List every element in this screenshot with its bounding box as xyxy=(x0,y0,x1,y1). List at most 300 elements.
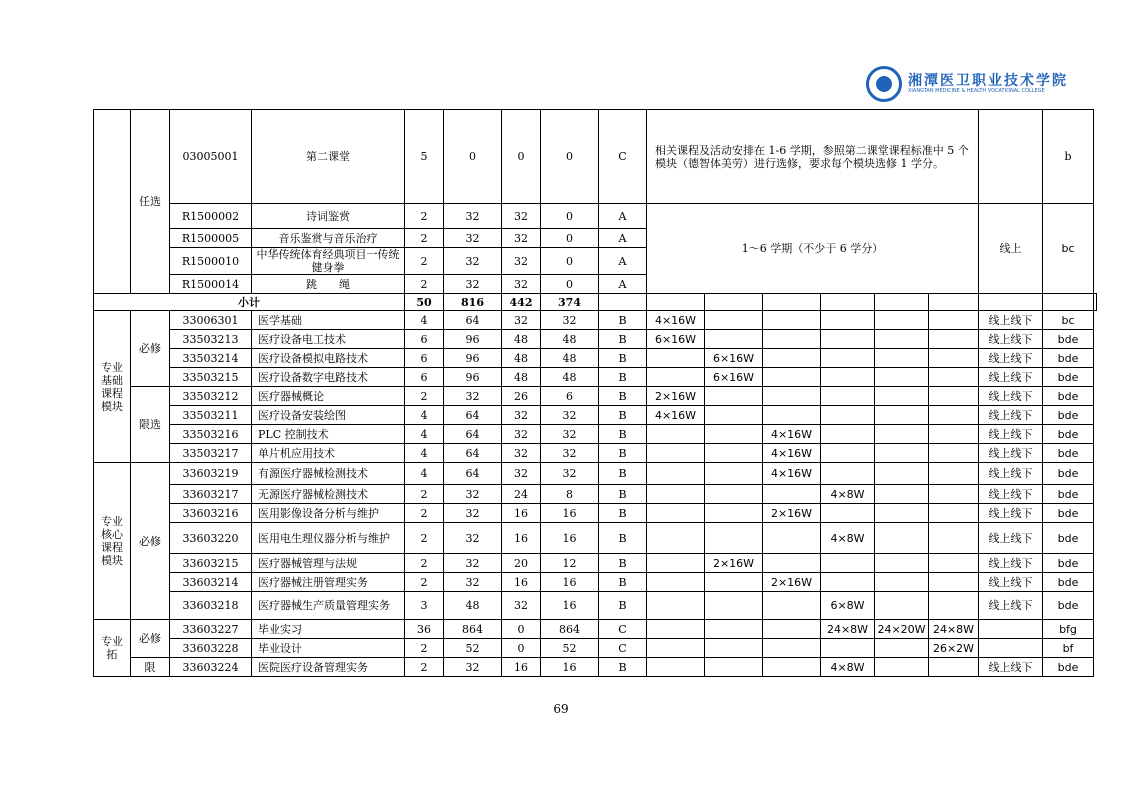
table-row xyxy=(94,311,1097,330)
semester-s2 xyxy=(705,406,763,425)
subtotal-practice: 374 xyxy=(541,294,599,311)
course-mode: 线上线下 xyxy=(979,504,1043,523)
semester-s1 xyxy=(647,620,705,639)
course-name: 医疗器械生产质量管理实务 xyxy=(252,592,405,620)
semester-s3 xyxy=(763,639,821,658)
semester-s3: 4×16W xyxy=(763,425,821,444)
semester-s4: 4×8W xyxy=(821,523,875,554)
course-name: 医学基础 xyxy=(252,311,405,330)
course-exam: B xyxy=(599,658,647,677)
college-english-name: XIANGTAN MEDICINE & HEALTH VOCATIONAL COLLEGE xyxy=(908,88,1045,94)
semester-s3 xyxy=(763,311,821,330)
course-code: 33603228 xyxy=(170,639,252,658)
course-mode xyxy=(979,110,1043,204)
semester-s2 xyxy=(705,620,763,639)
semester-s5 xyxy=(875,311,929,330)
semester-s4 xyxy=(821,349,875,368)
course-code: 33503212 xyxy=(170,387,252,406)
subtotal-empty xyxy=(763,294,821,311)
semester-s2: 2×16W xyxy=(705,554,763,573)
semester-s1: 4×16W xyxy=(647,406,705,425)
semester-s2: 6×16W xyxy=(705,349,763,368)
course-theory: 24 xyxy=(502,485,541,504)
course-code: 33603227 xyxy=(170,620,252,639)
course-exam: C xyxy=(599,639,647,658)
semester-s2 xyxy=(705,387,763,406)
semester-s5 xyxy=(875,425,929,444)
course-hours: 32 xyxy=(444,229,502,248)
course-remark: bde xyxy=(1043,368,1094,387)
semester-s3 xyxy=(763,406,821,425)
course-remark: bf xyxy=(1043,639,1094,658)
course-mode: 线上线下 xyxy=(979,311,1043,330)
course-credit: 6 xyxy=(405,368,444,387)
semester-s2 xyxy=(705,463,763,485)
course-name: 医院医疗设备管理实务 xyxy=(252,658,405,677)
course-name: 医疗设备安装绘图 xyxy=(252,406,405,425)
course-exam: C xyxy=(599,620,647,639)
course-theory: 32 xyxy=(502,425,541,444)
course-mode: 线上线下 xyxy=(979,330,1043,349)
course-theory: 16 xyxy=(502,504,541,523)
semester-s6 xyxy=(929,554,979,573)
subtotal-empty xyxy=(1094,294,1097,311)
semester-s1 xyxy=(647,425,705,444)
subtotal-hours: 816 xyxy=(444,294,502,311)
course-code: R1500005 xyxy=(170,229,252,248)
table-row xyxy=(94,573,1097,592)
course-hours: 32 xyxy=(444,248,502,275)
subtotal-empty xyxy=(599,294,647,311)
semester-s1 xyxy=(647,368,705,387)
semester-s2 xyxy=(705,444,763,463)
course-exam: B xyxy=(599,387,647,406)
course-name: 无源医疗器械检测技术 xyxy=(252,485,405,504)
course-practice: 16 xyxy=(541,573,599,592)
curriculum-table xyxy=(93,109,1097,677)
course-exam: B xyxy=(599,444,647,463)
semester-s5 xyxy=(875,504,929,523)
course-name: 诗词鉴赏 xyxy=(252,204,405,229)
table-row xyxy=(94,485,1097,504)
course-name: 中华传统体育经典项目一传统健身拳 xyxy=(252,248,405,275)
course-hours: 96 xyxy=(444,368,502,387)
table-row xyxy=(94,294,1097,311)
course-exam: A xyxy=(599,248,647,275)
course-practice: 16 xyxy=(541,523,599,554)
course-code: 33503216 xyxy=(170,425,252,444)
course-theory: 26 xyxy=(502,387,541,406)
subtotal-empty xyxy=(875,294,929,311)
course-theory: 16 xyxy=(502,573,541,592)
course-credit: 2 xyxy=(405,658,444,677)
semester-s2 xyxy=(705,425,763,444)
table-row xyxy=(94,444,1097,463)
course-practice: 8 xyxy=(541,485,599,504)
semester-s4 xyxy=(821,504,875,523)
table-row xyxy=(94,554,1097,573)
semester-s5 xyxy=(875,368,929,387)
course-theory: 32 xyxy=(502,444,541,463)
table-row xyxy=(94,110,1097,204)
semester-s4: 4×8W xyxy=(821,658,875,677)
course-name: 单片机应用技术 xyxy=(252,444,405,463)
course-name: 音乐鉴赏与音乐治疗 xyxy=(252,229,405,248)
course-code: R1500014 xyxy=(170,275,252,294)
table-row xyxy=(94,504,1097,523)
subtotal-empty xyxy=(647,294,705,311)
course-code: 33503215 xyxy=(170,368,252,387)
course-hours: 96 xyxy=(444,330,502,349)
semester-s3 xyxy=(763,485,821,504)
course-theory: 48 xyxy=(502,349,541,368)
course-hours: 64 xyxy=(444,463,502,485)
course-practice: 6 xyxy=(541,387,599,406)
semester-s6 xyxy=(929,463,979,485)
semester-s4: 6×8W xyxy=(821,592,875,620)
course-theory: 32 xyxy=(502,311,541,330)
course-credit: 2 xyxy=(405,275,444,294)
course-code: 33603214 xyxy=(170,573,252,592)
course-name: 医用影像设备分析与维护 xyxy=(252,504,405,523)
course-hours: 64 xyxy=(444,406,502,425)
course-hours: 32 xyxy=(444,504,502,523)
course-practice: 0 xyxy=(541,204,599,229)
semester-s6 xyxy=(929,523,979,554)
course-exam: A xyxy=(599,204,647,229)
course-theory: 32 xyxy=(502,592,541,620)
course-mode xyxy=(979,639,1043,658)
course-name: 医疗器械管理与法规 xyxy=(252,554,405,573)
core-required-label: 必修 xyxy=(131,463,170,620)
semester-s2 xyxy=(705,573,763,592)
semester-s2 xyxy=(705,311,763,330)
course-hours: 32 xyxy=(444,204,502,229)
course-hours: 48 xyxy=(444,592,502,620)
course-credit: 36 xyxy=(405,620,444,639)
course-remark: bde xyxy=(1043,463,1094,485)
semester-s5 xyxy=(875,573,929,592)
table-row xyxy=(94,349,1097,368)
subtotal-credit: 50 xyxy=(405,294,444,311)
course-code: 33603216 xyxy=(170,504,252,523)
course-name: 有源医疗器械检测技术 xyxy=(252,463,405,485)
course-mode: 线上线下 xyxy=(979,658,1043,677)
course-name: 医疗设备数字电路技术 xyxy=(252,368,405,387)
semester-s1: 6×16W xyxy=(647,330,705,349)
subtotal-empty xyxy=(821,294,875,311)
course-mode: 线上线下 xyxy=(979,592,1043,620)
course-credit: 2 xyxy=(405,387,444,406)
semester-s6 xyxy=(929,330,979,349)
semester-s6 xyxy=(929,658,979,677)
course-hours: 64 xyxy=(444,311,502,330)
semester-s3 xyxy=(763,368,821,387)
semester-s4 xyxy=(821,463,875,485)
semester-s5 xyxy=(875,554,929,573)
course-credit: 4 xyxy=(405,444,444,463)
semester-s6 xyxy=(929,387,979,406)
course-credit: 3 xyxy=(405,592,444,620)
course-name: 第二课堂 xyxy=(252,110,405,204)
course-code: 33603215 xyxy=(170,554,252,573)
semester-s5 xyxy=(875,330,929,349)
course-code: 33603219 xyxy=(170,463,252,485)
course-mode: 线上线下 xyxy=(979,425,1043,444)
course-theory: 48 xyxy=(502,368,541,387)
course-exam: B xyxy=(599,368,647,387)
subtotal-theory: 442 xyxy=(502,294,541,311)
semester-s2: 6×16W xyxy=(705,368,763,387)
semester-s2 xyxy=(705,658,763,677)
course-credit: 6 xyxy=(405,330,444,349)
basic-limited-label: 限选 xyxy=(131,387,170,463)
course-exam: B xyxy=(599,554,647,573)
course-exam: B xyxy=(599,330,647,349)
semester-s6 xyxy=(929,349,979,368)
course-remark: bde xyxy=(1043,406,1094,425)
course-hours: 64 xyxy=(444,444,502,463)
course-exam: A xyxy=(599,275,647,294)
subtotal-label: 小计 xyxy=(94,294,405,311)
semester-s1 xyxy=(647,573,705,592)
course-exam: B xyxy=(599,504,647,523)
course-remark: bde xyxy=(1043,523,1094,554)
table-row xyxy=(94,620,1097,639)
course-theory: 16 xyxy=(502,523,541,554)
course-remark: bde xyxy=(1043,330,1094,349)
elective-semester-note: 1～6 学期（不少于 6 学分） xyxy=(647,204,979,294)
semester-s5 xyxy=(875,485,929,504)
course-remark: bde xyxy=(1043,573,1094,592)
college-logo xyxy=(866,66,1068,104)
course-mode: 线上线下 xyxy=(979,485,1043,504)
course-remark: bde xyxy=(1043,554,1094,573)
table-row xyxy=(94,592,1097,620)
semester-s6 xyxy=(929,406,979,425)
course-exam: B xyxy=(599,523,647,554)
course-theory: 0 xyxy=(502,110,541,204)
course-exam: B xyxy=(599,406,647,425)
semester-s1 xyxy=(647,554,705,573)
semester-s2 xyxy=(705,592,763,620)
semester-s4 xyxy=(821,554,875,573)
semester-s5 xyxy=(875,387,929,406)
semester-s5 xyxy=(875,406,929,425)
semester-s3: 4×16W xyxy=(763,444,821,463)
course-practice: 32 xyxy=(541,463,599,485)
course-code: 33503214 xyxy=(170,349,252,368)
course-hours: 32 xyxy=(444,387,502,406)
semester-s2 xyxy=(705,504,763,523)
course-mode: 线上线下 xyxy=(979,406,1043,425)
course-theory: 32 xyxy=(502,275,541,294)
course-theory: 32 xyxy=(502,248,541,275)
course-mode: 线上线下 xyxy=(979,554,1043,573)
course-theory: 32 xyxy=(502,463,541,485)
course-mode: 线上线下 xyxy=(979,573,1043,592)
semester-s1 xyxy=(647,639,705,658)
subtotal-empty xyxy=(929,294,979,311)
course-hours: 32 xyxy=(444,573,502,592)
course-practice: 48 xyxy=(541,349,599,368)
course-practice: 0 xyxy=(541,248,599,275)
course-credit: 2 xyxy=(405,248,444,275)
course-code: 33603217 xyxy=(170,485,252,504)
table-row xyxy=(94,387,1097,406)
course-practice: 16 xyxy=(541,658,599,677)
course-remark: bde xyxy=(1043,504,1094,523)
course-name: 跳 绳 xyxy=(252,275,405,294)
semester-s6 xyxy=(929,592,979,620)
semester-s6 xyxy=(929,485,979,504)
course-credit: 4 xyxy=(405,311,444,330)
semester-s6 xyxy=(929,311,979,330)
semester-s2 xyxy=(705,523,763,554)
course-credit: 4 xyxy=(405,425,444,444)
semester-s5 xyxy=(875,592,929,620)
semester-s5 xyxy=(875,463,929,485)
course-hours: 864 xyxy=(444,620,502,639)
course-hours: 64 xyxy=(444,425,502,444)
college-emblem-icon xyxy=(866,66,902,102)
course-remark: b xyxy=(1043,110,1094,204)
semester-s4 xyxy=(821,406,875,425)
course-exam: B xyxy=(599,311,647,330)
course-code: 33603224 xyxy=(170,658,252,677)
course-remark: bde xyxy=(1043,658,1094,677)
course-credit: 4 xyxy=(405,406,444,425)
course-practice: 0 xyxy=(541,110,599,204)
semester-s1 xyxy=(647,504,705,523)
course-hours: 52 xyxy=(444,639,502,658)
semester-s2 xyxy=(705,330,763,349)
course-code: 33603220 xyxy=(170,523,252,554)
course-exam: B xyxy=(599,485,647,504)
semester-s6: 24×8W xyxy=(929,620,979,639)
semester-s1 xyxy=(647,485,705,504)
semester-s3 xyxy=(763,592,821,620)
course-practice: 32 xyxy=(541,444,599,463)
table-row xyxy=(94,639,1097,658)
course-exam: A xyxy=(599,229,647,248)
course-name: 医疗器械注册管理实务 xyxy=(252,573,405,592)
course-name: 医疗设备模拟电路技术 xyxy=(252,349,405,368)
course-hours: 32 xyxy=(444,658,502,677)
course-name: 毕业设计 xyxy=(252,639,405,658)
subtotal-empty xyxy=(979,294,1043,311)
course-credit: 2 xyxy=(405,639,444,658)
semester-s4: 24×8W xyxy=(821,620,875,639)
course-exam: C xyxy=(599,110,647,204)
semester-s3 xyxy=(763,349,821,368)
college-name: 湘潭医卫职业技术学院 xyxy=(908,73,1068,89)
semester-s1: 2×16W xyxy=(647,387,705,406)
course-practice: 12 xyxy=(541,554,599,573)
course-credit: 2 xyxy=(405,485,444,504)
course-hours: 32 xyxy=(444,554,502,573)
module-cell-top xyxy=(94,110,131,294)
course-remark: bde xyxy=(1043,592,1094,620)
semester-s5 xyxy=(875,658,929,677)
semester-s6 xyxy=(929,504,979,523)
subtotal-empty xyxy=(705,294,763,311)
semester-s3: 2×16W xyxy=(763,504,821,523)
semester-s4 xyxy=(821,639,875,658)
semester-s5 xyxy=(875,349,929,368)
semester-s4 xyxy=(821,368,875,387)
course-code: R1500002 xyxy=(170,204,252,229)
course-credit: 2 xyxy=(405,573,444,592)
course-theory: 32 xyxy=(502,204,541,229)
course-code: 33503211 xyxy=(170,406,252,425)
semester-s3 xyxy=(763,330,821,349)
course-theory: 16 xyxy=(502,658,541,677)
course-exam: B xyxy=(599,592,647,620)
core-module-label: 专业核心课程模块 xyxy=(94,463,131,620)
course-exam: B xyxy=(599,425,647,444)
course-hours: 32 xyxy=(444,485,502,504)
course-credit: 2 xyxy=(405,554,444,573)
course-remark: bde xyxy=(1043,349,1094,368)
semester-s1 xyxy=(647,463,705,485)
course-name: 毕业实习 xyxy=(252,620,405,639)
semester-s4 xyxy=(821,330,875,349)
basic-module-label: 专业基础课程模块 xyxy=(94,311,131,463)
semester-s4 xyxy=(821,444,875,463)
table-row xyxy=(94,523,1097,554)
table-row xyxy=(94,658,1097,677)
semester-s1 xyxy=(647,444,705,463)
semester-s4 xyxy=(821,387,875,406)
course-credit: 4 xyxy=(405,463,444,485)
semester-s3 xyxy=(763,387,821,406)
table-row xyxy=(94,425,1097,444)
course-practice: 52 xyxy=(541,639,599,658)
course-remark: bde xyxy=(1043,425,1094,444)
course-name: 医疗器械概论 xyxy=(252,387,405,406)
course-theory: 32 xyxy=(502,229,541,248)
course-credit: 2 xyxy=(405,523,444,554)
semester-s5 xyxy=(875,444,929,463)
course-mode: 线上线下 xyxy=(979,368,1043,387)
basic-required-label: 必修 xyxy=(131,311,170,387)
course-theory: 48 xyxy=(502,330,541,349)
course-name: 医用电生理仪器分析与维护 xyxy=(252,523,405,554)
semester-s6 xyxy=(929,444,979,463)
semester-s1: 4×16W xyxy=(647,311,705,330)
table-row xyxy=(94,368,1097,387)
subtotal-empty xyxy=(1043,294,1094,311)
course-remark: bde xyxy=(1043,485,1094,504)
course-credit: 2 xyxy=(405,504,444,523)
table-row xyxy=(94,463,1097,485)
semester-s3 xyxy=(763,620,821,639)
course-practice: 32 xyxy=(541,406,599,425)
course-mode xyxy=(979,620,1043,639)
course-code: 33503213 xyxy=(170,330,252,349)
course-code: 03005001 xyxy=(170,110,252,204)
course-theory: 32 xyxy=(502,406,541,425)
course-mode: 线上线下 xyxy=(979,523,1043,554)
course-practice: 32 xyxy=(541,425,599,444)
course-mode: 线上线下 xyxy=(979,387,1043,406)
course-remark: bde xyxy=(1043,387,1094,406)
semester-s1 xyxy=(647,523,705,554)
course-name: PLC 控制技术 xyxy=(252,425,405,444)
course-practice: 0 xyxy=(541,275,599,294)
semester-s1 xyxy=(647,349,705,368)
